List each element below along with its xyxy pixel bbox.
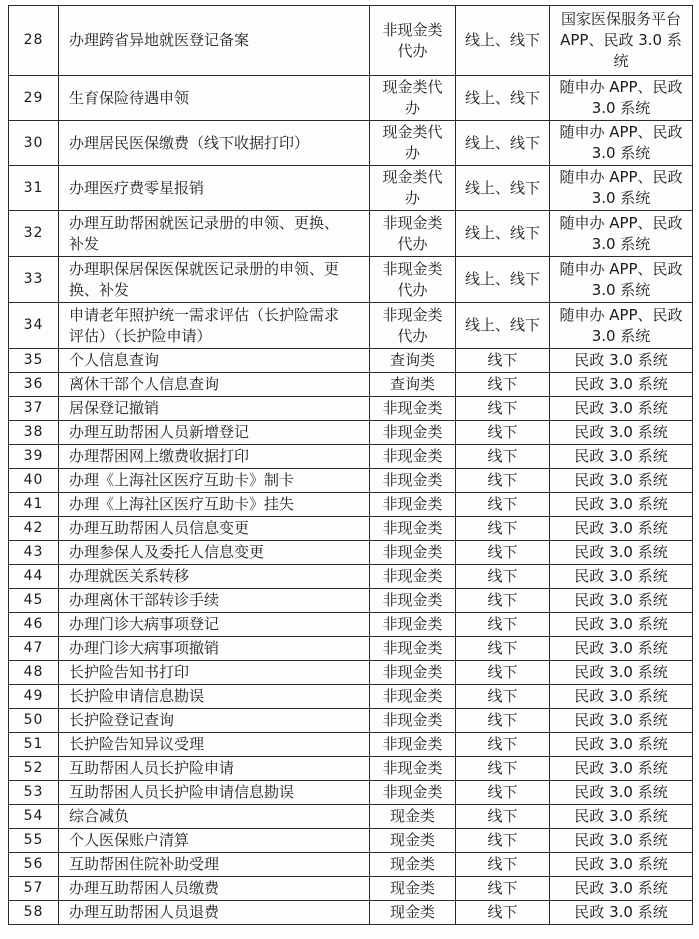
service-channel-cell: 线下: [456, 781, 550, 805]
service-system-cell: 随申办 APP、民政 3.0 系统: [550, 211, 693, 257]
row-number-cell: 53: [9, 781, 59, 805]
service-channel-cell: 线上、线下: [456, 76, 550, 121]
row-number-cell: 42: [9, 517, 59, 541]
service-system-cell: 民政 3.0 系统: [550, 469, 693, 493]
service-channel-cell: 线下: [456, 733, 550, 757]
table-row: [9, 373, 693, 397]
service-name-cell: 办理跨省异地就医登记备案: [59, 6, 370, 76]
service-type-cell: 非现金类: [370, 541, 456, 565]
service-channel-cell: 线下: [456, 637, 550, 661]
service-channel-cell: 线上、线下: [456, 6, 550, 76]
table-row: [9, 349, 693, 373]
service-system-cell: 随申办 APP、民政 3.0 系统: [550, 76, 693, 121]
table-row: [9, 6, 693, 76]
service-name-cell: 长护险告知异议受理: [59, 733, 370, 757]
service-system-cell: 民政 3.0 系统: [550, 805, 693, 829]
service-type-cell: 现金类: [370, 853, 456, 877]
service-name-cell: 办理《上海社区医疗互助卡》制卡: [59, 469, 370, 493]
service-type-cell: 非现金类: [370, 445, 456, 469]
service-type-cell: 现金类: [370, 901, 456, 925]
service-system-cell: 民政 3.0 系统: [550, 877, 693, 901]
service-name-cell: 办理职保居保医保就医记录册的申领、更换、补发: [59, 257, 370, 303]
service-type-cell: 非现金类: [370, 397, 456, 421]
service-type-cell: 现金类代办: [370, 76, 456, 121]
table-row: [9, 757, 693, 781]
service-type-cell: 非现金类: [370, 565, 456, 589]
table-row: [9, 469, 693, 493]
service-system-cell: 民政 3.0 系统: [550, 421, 693, 445]
service-system-cell: 民政 3.0 系统: [550, 637, 693, 661]
service-type-cell: 非现金类: [370, 781, 456, 805]
service-name-cell: 办理参保人及委托人信息变更: [59, 541, 370, 565]
service-system-cell: 民政 3.0 系统: [550, 901, 693, 925]
table-row: [9, 166, 693, 211]
service-system-cell: 民政 3.0 系统: [550, 853, 693, 877]
service-channel-cell: 线上、线下: [456, 211, 550, 257]
table-row: [9, 853, 693, 877]
table-row: [9, 637, 693, 661]
service-system-cell: 民政 3.0 系统: [550, 589, 693, 613]
row-number-cell: 28: [9, 6, 59, 76]
row-number-cell: 50: [9, 709, 59, 733]
service-channel-cell: 线下: [456, 709, 550, 733]
table-row: [9, 517, 693, 541]
service-system-cell: 民政 3.0 系统: [550, 445, 693, 469]
service-name-cell: 离休干部个人信息查询: [59, 373, 370, 397]
service-channel-cell: 线下: [456, 805, 550, 829]
service-name-cell: 办理就医关系转移: [59, 565, 370, 589]
service-name-cell: 办理互助帮困就医记录册的申领、更换、补发: [59, 211, 370, 257]
row-number-cell: 58: [9, 901, 59, 925]
service-system-cell: 民政 3.0 系统: [550, 517, 693, 541]
row-number-cell: 46: [9, 613, 59, 637]
service-channel-cell: 线下: [456, 829, 550, 853]
service-channel-cell: 线下: [456, 445, 550, 469]
service-channel-cell: 线下: [456, 589, 550, 613]
row-number-cell: 47: [9, 637, 59, 661]
service-type-cell: 非现金类代办: [370, 211, 456, 257]
service-name-cell: 互助帮困人员长护险申请: [59, 757, 370, 781]
service-channel-cell: 线下: [456, 541, 550, 565]
service-name-cell: 生育保险待遇申领: [59, 76, 370, 121]
table-row: [9, 901, 693, 925]
row-number-cell: 55: [9, 829, 59, 853]
service-name-cell: 办理医疗费零星报销: [59, 166, 370, 211]
service-type-cell: 非现金类代办: [370, 303, 456, 349]
row-number-cell: 52: [9, 757, 59, 781]
service-type-cell: 非现金类代办: [370, 6, 456, 76]
service-name-cell: 办理互助帮困人员退费: [59, 901, 370, 925]
row-number-cell: 39: [9, 445, 59, 469]
table-row: [9, 541, 693, 565]
service-name-cell: 长护险登记查询: [59, 709, 370, 733]
row-number-cell: 37: [9, 397, 59, 421]
service-name-cell: 办理《上海社区医疗互助卡》挂失: [59, 493, 370, 517]
table-row: [9, 445, 693, 469]
service-name-cell: 办理门诊大病事项撤销: [59, 637, 370, 661]
table-body: [9, 6, 693, 925]
table-row: [9, 589, 693, 613]
row-number-cell: 43: [9, 541, 59, 565]
service-type-cell: 查询类: [370, 373, 456, 397]
service-channel-cell: 线下: [456, 421, 550, 445]
service-system-cell: 民政 3.0 系统: [550, 565, 693, 589]
service-channel-cell: 线上、线下: [456, 121, 550, 166]
service-type-cell: 非现金类: [370, 517, 456, 541]
row-number-cell: 35: [9, 349, 59, 373]
service-channel-cell: 线下: [456, 373, 550, 397]
table-row: [9, 709, 693, 733]
row-number-cell: 34: [9, 303, 59, 349]
service-type-cell: 非现金类: [370, 589, 456, 613]
service-system-cell: 民政 3.0 系统: [550, 709, 693, 733]
table-row: [9, 733, 693, 757]
service-channel-cell: 线下: [456, 613, 550, 637]
service-system-cell: 民政 3.0 系统: [550, 613, 693, 637]
service-name-cell: 办理互助帮困人员缴费: [59, 877, 370, 901]
service-system-cell: 民政 3.0 系统: [550, 829, 693, 853]
table-row: [9, 303, 693, 349]
service-name-cell: 个人医保账户清算: [59, 829, 370, 853]
table-row: [9, 613, 693, 637]
row-number-cell: 41: [9, 493, 59, 517]
row-number-cell: 31: [9, 166, 59, 211]
service-table: [8, 5, 693, 925]
service-channel-cell: 线下: [456, 877, 550, 901]
service-channel-cell: 线下: [456, 757, 550, 781]
service-type-cell: 非现金类: [370, 709, 456, 733]
service-type-cell: 非现金类: [370, 637, 456, 661]
service-system-cell: 民政 3.0 系统: [550, 757, 693, 781]
service-system-cell: 民政 3.0 系统: [550, 349, 693, 373]
service-type-cell: 非现金类: [370, 613, 456, 637]
service-type-cell: 非现金类: [370, 757, 456, 781]
service-system-cell: 随申办 APP、民政 3.0 系统: [550, 166, 693, 211]
table-row: [9, 121, 693, 166]
service-channel-cell: 线下: [456, 349, 550, 373]
service-channel-cell: 线上、线下: [456, 303, 550, 349]
service-channel-cell: 线下: [456, 901, 550, 925]
service-type-cell: 非现金类: [370, 685, 456, 709]
service-system-cell: 民政 3.0 系统: [550, 781, 693, 805]
service-name-cell: 综合减负: [59, 805, 370, 829]
service-name-cell: 居保登记撤销: [59, 397, 370, 421]
service-system-cell: 随申办 APP、民政 3.0 系统: [550, 257, 693, 303]
row-number-cell: 56: [9, 853, 59, 877]
row-number-cell: 33: [9, 257, 59, 303]
table-row: [9, 76, 693, 121]
service-type-cell: 非现金类: [370, 661, 456, 685]
row-number-cell: 36: [9, 373, 59, 397]
row-number-cell: 45: [9, 589, 59, 613]
row-number-cell: 54: [9, 805, 59, 829]
table-row: [9, 397, 693, 421]
service-type-cell: 非现金类代办: [370, 257, 456, 303]
service-type-cell: 非现金类: [370, 493, 456, 517]
row-number-cell: 51: [9, 733, 59, 757]
service-type-cell: 现金类: [370, 805, 456, 829]
table-row: [9, 805, 693, 829]
table-row: [9, 685, 693, 709]
row-number-cell: 29: [9, 76, 59, 121]
service-type-cell: 非现金类: [370, 733, 456, 757]
table-row: [9, 661, 693, 685]
service-name-cell: 互助帮困住院补助受理: [59, 853, 370, 877]
service-name-cell: 个人信息查询: [59, 349, 370, 373]
row-number-cell: 57: [9, 877, 59, 901]
service-type-cell: 现金类: [370, 877, 456, 901]
table-row: [9, 781, 693, 805]
service-channel-cell: 线下: [456, 853, 550, 877]
service-type-cell: 非现金类: [370, 421, 456, 445]
table-row: [9, 829, 693, 853]
service-type-cell: 非现金类: [370, 469, 456, 493]
service-name-cell: 申请老年照护统一需求评估（长护险需求评估）（长护险申请）: [59, 303, 370, 349]
table-row: [9, 877, 693, 901]
row-number-cell: 49: [9, 685, 59, 709]
service-system-cell: 民政 3.0 系统: [550, 685, 693, 709]
service-system-cell: 国家医保服务平台 APP、民政 3.0 系统: [550, 6, 693, 76]
service-name-cell: 办理互助帮困人员信息变更: [59, 517, 370, 541]
service-type-cell: 现金类代办: [370, 121, 456, 166]
service-channel-cell: 线下: [456, 661, 550, 685]
service-channel-cell: 线下: [456, 565, 550, 589]
service-system-cell: 民政 3.0 系统: [550, 493, 693, 517]
table-row: [9, 565, 693, 589]
service-system-cell: 民政 3.0 系统: [550, 397, 693, 421]
service-channel-cell: 线下: [456, 517, 550, 541]
service-name-cell: 办理门诊大病事项登记: [59, 613, 370, 637]
service-system-cell: 民政 3.0 系统: [550, 661, 693, 685]
service-name-cell: 办理居民医保缴费（线下收据打印）: [59, 121, 370, 166]
service-system-cell: 民政 3.0 系统: [550, 733, 693, 757]
table-row: [9, 493, 693, 517]
row-number-cell: 48: [9, 661, 59, 685]
row-number-cell: 38: [9, 421, 59, 445]
service-channel-cell: 线下: [456, 397, 550, 421]
table-row: [9, 257, 693, 303]
service-system-cell: 民政 3.0 系统: [550, 541, 693, 565]
service-name-cell: 长护险告知书打印: [59, 661, 370, 685]
service-name-cell: 办理互助帮困人员新增登记: [59, 421, 370, 445]
service-name-cell: 互助帮困人员长护险申请信息勘误: [59, 781, 370, 805]
service-channel-cell: 线下: [456, 685, 550, 709]
service-system-cell: 随申办 APP、民政 3.0 系统: [550, 303, 693, 349]
service-system-cell: 随申办 APP、民政 3.0 系统: [550, 121, 693, 166]
service-channel-cell: 线下: [456, 469, 550, 493]
service-name-cell: 办理离休干部转诊手续: [59, 589, 370, 613]
table-row: [9, 421, 693, 445]
service-system-cell: 民政 3.0 系统: [550, 373, 693, 397]
service-type-cell: 查询类: [370, 349, 456, 373]
row-number-cell: 40: [9, 469, 59, 493]
service-type-cell: 现金类: [370, 829, 456, 853]
service-name-cell: 长护险申请信息勘误: [59, 685, 370, 709]
table-row: [9, 211, 693, 257]
service-channel-cell: 线上、线下: [456, 257, 550, 303]
row-number-cell: 44: [9, 565, 59, 589]
service-type-cell: 现金类代办: [370, 166, 456, 211]
row-number-cell: 30: [9, 121, 59, 166]
service-channel-cell: 线下: [456, 493, 550, 517]
service-name-cell: 办理帮困网上缴费收据打印: [59, 445, 370, 469]
row-number-cell: 32: [9, 211, 59, 257]
service-channel-cell: 线上、线下: [456, 166, 550, 211]
